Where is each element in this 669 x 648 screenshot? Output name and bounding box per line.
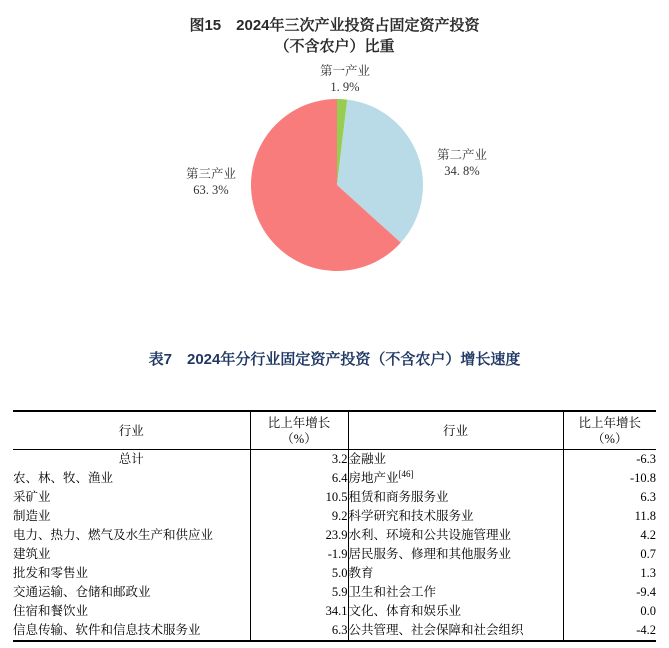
value-cell-right: 11.8 <box>634 509 656 523</box>
table-row <box>13 602 656 621</box>
table-row <box>13 507 656 526</box>
value-cell-left: 10.5 <box>250 488 348 507</box>
col-header-industry-right <box>348 411 563 450</box>
value-cell-right: 6.3 <box>640 490 656 504</box>
industry-cell-left: 总计 <box>13 450 250 470</box>
pie-label-name: 第二产业 <box>436 148 488 162</box>
pie-label-name: 第三产业 <box>185 167 237 181</box>
pie-label-value: 1. 9% <box>330 80 360 94</box>
industry-cell-right: 房地产业[46] <box>348 469 563 488</box>
value-cell-left: 5.9 <box>250 583 348 602</box>
value-cell-right: 0.7 <box>640 547 656 561</box>
table-row <box>13 583 656 602</box>
industry-cell-left: 电力、热力、燃气及水生产和供应业 <box>13 526 250 545</box>
table-row <box>13 488 656 507</box>
table-row <box>13 469 656 488</box>
col-header-label: 比上年增长 <box>267 415 331 430</box>
table-row <box>13 450 656 470</box>
pie-chart <box>251 99 423 271</box>
value-cell-left: 6.4 <box>250 469 348 488</box>
value-cell-left: 9.2 <box>250 507 348 526</box>
industry-cell-right: 水利、环境和公共设施管理业 <box>348 526 563 545</box>
value-cell-right: -6.3 <box>636 452 656 466</box>
industry-cell-left: 建筑业 <box>13 545 250 564</box>
industry-cell-right: 租赁和商务服务业 <box>348 488 563 507</box>
value-cell-left: 6.3 <box>250 621 348 641</box>
industry-cell-left: 信息传输、软件和信息技术服务业 <box>13 621 250 641</box>
table-row <box>13 526 656 545</box>
value-cell-left: 34.1 <box>250 602 348 621</box>
value-cell-left: 5.0 <box>250 564 348 583</box>
industry-cell-right: 科学研究和技术服务业 <box>348 507 563 526</box>
col-header-growth-right <box>563 411 656 450</box>
industry-cell-right: 公共管理、社会保障和社会组织 <box>348 621 563 641</box>
table-row <box>13 621 656 641</box>
industry-cell-right: 教育 <box>348 564 563 583</box>
industry-cell-left: 住宿和餐饮业 <box>13 602 250 621</box>
chart-title-line1: 图15 2024年三次产业投资占固定资产投资 <box>189 17 480 34</box>
pie-label-value: 34. 8% <box>444 164 480 178</box>
pie-label-primary-industry <box>320 63 370 95</box>
footnote-ref: [46] <box>398 469 414 479</box>
table-header-row <box>13 411 656 450</box>
value-cell-right: 1.3 <box>640 566 656 580</box>
pie-label-tertiary-industry <box>186 166 236 198</box>
value-cell-right: 4.2 <box>640 528 656 542</box>
value-cell-right: 0.0 <box>640 604 656 618</box>
growth-rate-table <box>13 410 656 642</box>
industry-cell-left: 采矿业 <box>13 488 250 507</box>
col-header-label: （%） <box>592 431 628 446</box>
col-header-label: 行业 <box>442 423 468 438</box>
industry-cell-left: 批发和零售业 <box>13 564 250 583</box>
table-header <box>13 411 656 450</box>
col-header-industry-left <box>13 411 250 450</box>
chart-title <box>0 15 669 57</box>
col-header-label: 比上年增长 <box>578 415 641 430</box>
value-cell-right: -9.4 <box>636 585 656 599</box>
pie-label-secondary-industry <box>437 147 487 179</box>
industry-cell-right: 金融业 <box>348 450 563 470</box>
industry-cell-right: 居民服务、修理和其他服务业 <box>348 545 563 564</box>
value-cell-left: 23.9 <box>250 526 348 545</box>
col-header-label: （%） <box>281 431 317 446</box>
table-body <box>13 450 656 642</box>
value-cell-left: 3.2 <box>250 450 348 470</box>
col-header-label: 行业 <box>118 423 144 438</box>
col-header-growth-left <box>250 411 348 450</box>
table-title: 表7 2024年分行业固定资产投资（不含农户）增长速度 <box>148 351 521 368</box>
table-row <box>13 545 656 564</box>
industry-cell-right: 卫生和社会工作 <box>348 583 563 602</box>
value-cell-right: -10.8 <box>629 471 656 485</box>
chart-title-line2: （不含农户）比重 <box>274 38 395 55</box>
industry-cell-left: 交通运输、仓储和邮政业 <box>13 583 250 602</box>
value-cell-left: -1.9 <box>250 545 348 564</box>
pie-label-name: 第一产业 <box>319 64 371 78</box>
value-cell-right: -4.2 <box>636 623 656 637</box>
industry-cell-left: 农、林、牧、渔业 <box>13 469 250 488</box>
industry-cell-right: 文化、体育和娱乐业 <box>348 602 563 621</box>
industry-cell-left: 制造业 <box>13 507 250 526</box>
pie-label-value: 63. 3% <box>193 183 229 197</box>
table-row <box>13 564 656 583</box>
